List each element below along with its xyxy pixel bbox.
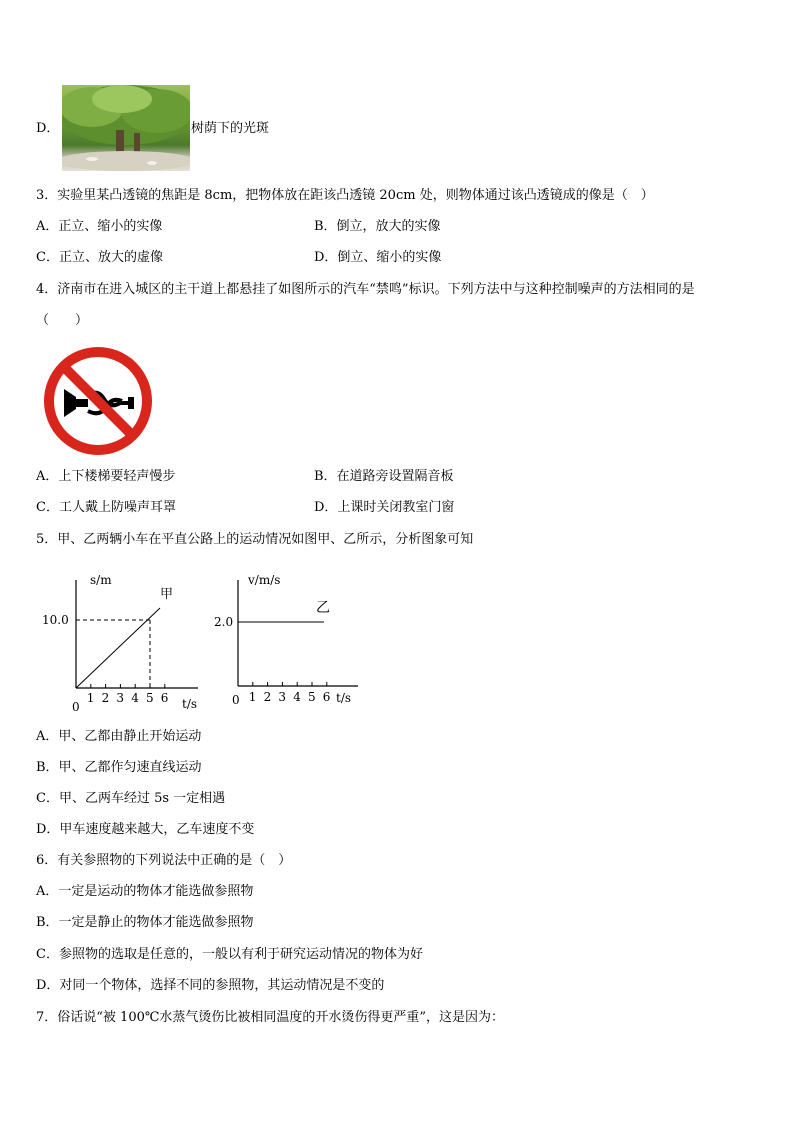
q4-option-c: C．工人戴上防噪声耳罩 (36, 500, 176, 515)
q6-option-d: D．对同一个物体，选择不同的参照物，其运动情况是不变的 (36, 978, 385, 993)
q4-option-a: A．上下楼梯要轻声慢步 (36, 469, 176, 484)
yi-xlabel: t/s (336, 691, 352, 705)
q3-option-c: C．正立、放大的虚像 (36, 250, 163, 265)
q4-stem: 4．济南市在进入城区的主干道上都悬挂了如图所示的汽车“禁鸣”标识。下列方法中与这种控制噪声的方法相同的是 (36, 282, 695, 297)
q6-stem: 6．有关参照物的下列说法中正确的是（ ） (36, 853, 292, 868)
q5-option-c: C．甲、乙两车经过 5s 一定相遇 (36, 791, 226, 806)
q5-option-b: B．甲、乙都作匀速直线运动 (36, 760, 202, 775)
graph-jia (36, 570, 206, 720)
q5-option-a: A．甲、乙都由静止开始运动 (36, 729, 202, 744)
yi-xtick-label-6: 6 (322, 690, 331, 704)
yi-ylabel: v/m/s (248, 573, 281, 587)
yi-ytick-2: 2.0 (214, 615, 234, 629)
jia-origin: 0 (72, 700, 80, 714)
no-honking-icon (42, 345, 154, 461)
jia-xtick-label-5: 5 (146, 691, 154, 705)
jia-xtick-label-3: 3 (116, 691, 125, 705)
jia-xlabel: t/s (182, 697, 198, 711)
yi-xtick-label-3: 3 (278, 690, 287, 704)
q4-stem-cont: （ ） (36, 313, 89, 328)
yi-series-label: 乙 (316, 600, 330, 616)
q3-option-b: B．倒立，放大的实像 (314, 219, 441, 234)
q3-option-d: D．倒立、缩小的实像 (314, 250, 442, 265)
q2-option-d-label: D． (36, 121, 60, 136)
jia-xtick-label-2: 2 (101, 691, 110, 705)
jia-ytick-10: 10.0 (42, 613, 69, 627)
q3-option-a: A．正立、缩小的实像 (36, 219, 163, 234)
jia-xtick-label-6: 6 (160, 691, 169, 705)
yi-xtick-label-4: 4 (293, 690, 301, 704)
q2-option-d-text: 树荫下的光斑 (191, 121, 270, 136)
q5-option-d: D．甲车速度越来越大，乙车速度不变 (36, 822, 255, 837)
q5-stem: 5．甲、乙两辆小车在平直公路上的运动情况如图甲、乙所示，分析图象可知 (36, 532, 474, 547)
q6-option-a: A．一定是运动的物体才能选做参照物 (36, 884, 254, 899)
q4-option-b: B．在道路旁设置隔音板 (314, 469, 454, 484)
q7-stem: 7．俗话说“被 100℃水蒸气烫伤比被相同温度的开水烫伤得更严重”，这是因为： (36, 1010, 505, 1025)
q3-stem: 3．实验里某凸透镜的焦距是 8cm，把物体放在距该凸透镜 20cm 处，则物体通过该凸透镜成的像是（ ） (36, 188, 654, 203)
q4-option-d: D．上课时关闭教室门窗 (314, 500, 455, 515)
graph-yi (212, 570, 382, 720)
yi-xtick-label-2: 2 (263, 690, 272, 704)
q6-option-b: B．一定是静止的物体才能选做参照物 (36, 915, 254, 930)
tree-shade-photo (62, 85, 190, 171)
jia-series-label: 甲 (160, 587, 174, 602)
jia-xtick-label-4: 4 (131, 691, 139, 705)
yi-origin: 0 (232, 693, 240, 707)
q6-option-c: C．参照物的选取是任意的，一般以有利于研究运动情况的物体为好 (36, 947, 423, 962)
yi-xtick-label-1: 1 (248, 690, 257, 704)
jia-ylabel: s/m (90, 573, 112, 587)
yi-xtick-label-5: 5 (308, 690, 316, 704)
jia-xtick-label-1: 1 (86, 691, 95, 705)
